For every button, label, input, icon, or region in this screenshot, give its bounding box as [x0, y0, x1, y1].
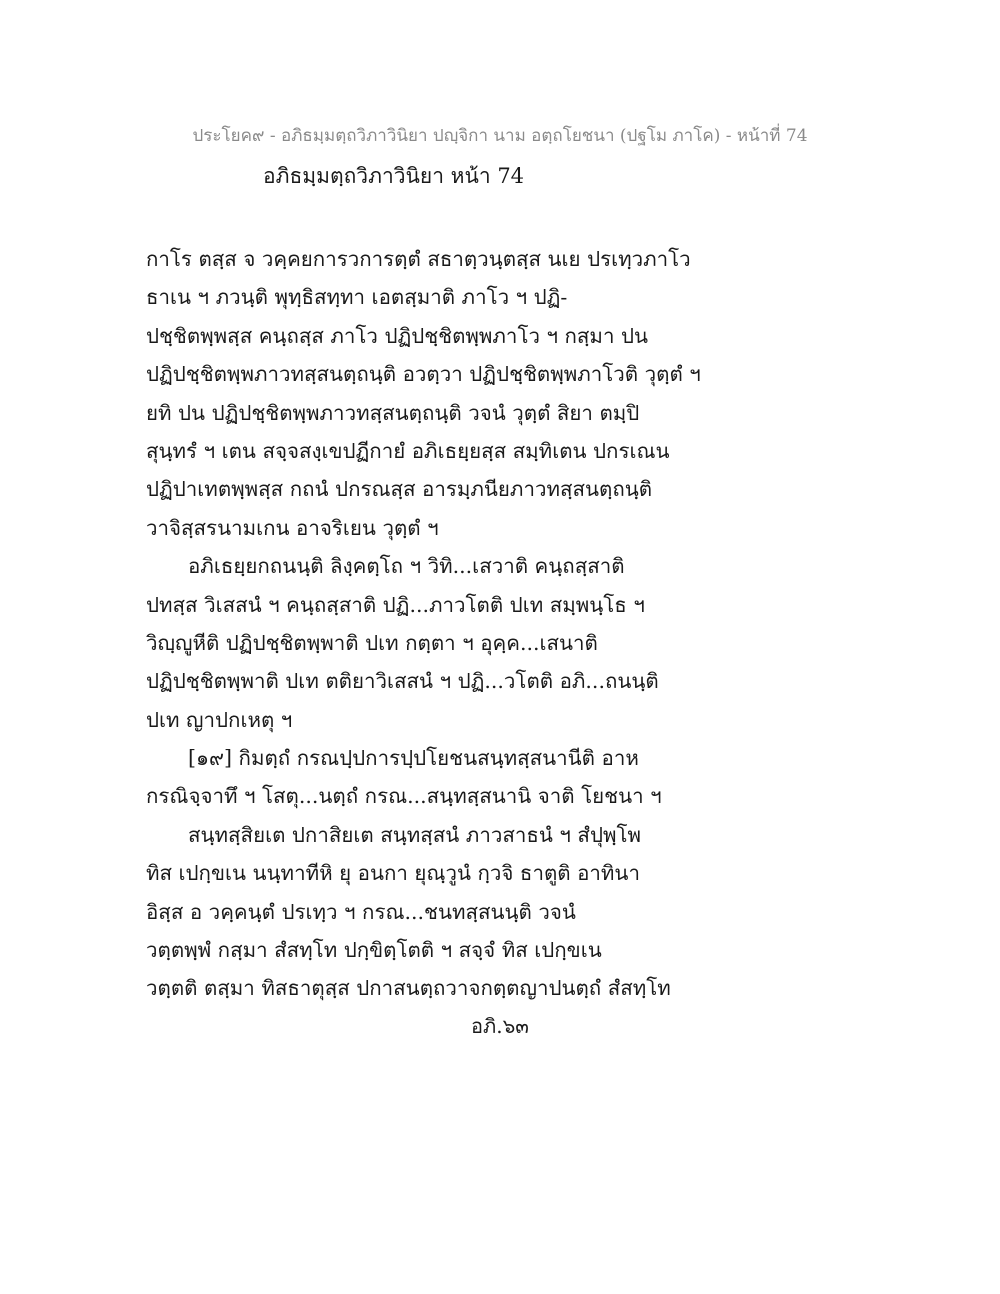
- body-text: [146, 240, 706, 1008]
- text-line: อิสฺส อ วคฺคนฺตํ ปรเทฺว ฯ กรณ...ชนทสฺสนนฺติ วจนํ: [146, 899, 576, 924]
- text-line: ธาเน ฯ ภวนฺติ พุทฺธิสทฺทา เอตสฺมาติ ภาโว ฯ ปฏิ-: [146, 285, 568, 310]
- text-line: วตฺตติ ตสฺมา ทิสธาตุสฺส ปกาสนตฺถวาจกตฺตญาปนตฺถํ สํสทฺโท: [146, 976, 671, 1001]
- text-line: [๑๙] กิมตฺถํ กรณปฺปการปฺปโยชนสนฺทสฺสนานีติ อาห: [188, 746, 639, 771]
- page-folio: อภิ.๖๓: [471, 1014, 529, 1038]
- text-line: ปฏิปชฺชิตพฺพภาวทสฺสนตฺถนฺติ อวตฺวา ปฏิปชฺชิตพฺพภาโวติ วุตฺตํ ฯ: [146, 362, 701, 387]
- text-line: วาจิสฺสรนามเกน อาจริเยน วุตฺตํ ฯ: [146, 515, 439, 540]
- book-title: อภิธมฺมตฺถวิภาวินิยา หน้า 74: [263, 164, 525, 188]
- text-line: กรณิจฺจาทึ ฯ โสตุ...นตฺถํ กรณ...สนฺทสฺสนานิ จาติ โยชนา ฯ: [146, 784, 662, 809]
- text-line: สุนฺทรํ ฯ เตน สจฺจสงฺเขปฏีกายํ อภิเธยฺยสฺส สมฺทิเตน ปกรเณน: [146, 438, 670, 463]
- text-line: ปฏิปชฺชิตพฺพาติ ปเท ตติยาวิเสสนํ ฯ ปฏิ...วโตติ อภิ...ถนนฺติ: [146, 669, 659, 694]
- text-line: ยทิ ปน ปฏิปชฺชิตพฺพภาวทสฺสนตฺถนฺติ วจนํ วุตฺตํ สิยา ตมฺปิ: [146, 400, 640, 425]
- text-line: อภิเธยฺยกถนนฺติ ลิงฺคตฺโถ ฯ วิทิ...เสวาติ คนฺถสฺสาติ: [188, 554, 625, 579]
- text-line: ปทสฺส วิเสสนํ ฯ คนฺถสฺสาติ ปฏิ...ภาวโตติ ปเท สมฺพนฺโธ ฯ: [146, 592, 645, 617]
- text-line: วตฺตพฺพํ กสฺมา สํสทฺโท ปกฺขิตฺโตติ ฯ สจฺจํ ทิส เปกฺขเน: [146, 938, 602, 963]
- text-line: ปชฺชิตพฺพสฺส คนฺถสฺส ภาโว ปฏิปชฺชิตพฺพภาโว ฯ กสฺมา ปน: [146, 323, 648, 348]
- text-line: ปฏิปาเทตพฺพสฺส กถนํ ปกรณสฺส อารมฺภนียภาวทสฺสนตฺถนฺติ: [146, 477, 653, 502]
- text-line: กาโร ตสฺส จ วคฺคยการวการตฺตํ สธาตฺวนฺตสฺส นเย ปรเทฺวภาโว: [146, 247, 691, 271]
- running-header: ประโยค๙ - อภิธมฺมตฺถวิภาวินิยา ปญฺจิกา นาม อตฺถโยชนา (ปฐโม ภาโค) - หน้าที่ 74: [192, 126, 808, 146]
- text-line: สนฺทสฺสิยเต ปกาสิยเต สนฺทสฺสนํ ภาวสาธนํ ฯ สํปุพฺโพ: [188, 822, 641, 847]
- text-line: ทิส เปกฺขเน นนฺทาทีหิ ยุ อนกา ยุณฺวูนํ กฺวจิ ธาตูติ อาทินา: [146, 861, 640, 886]
- text-line: วิญฺญูหีติ ปฏิปชฺชิตพฺพาติ ปเท กตฺตา ฯ อุคฺค...เสนาติ: [146, 630, 598, 655]
- text-line: ปเท ญาปกเหตุ ฯ: [146, 707, 293, 732]
